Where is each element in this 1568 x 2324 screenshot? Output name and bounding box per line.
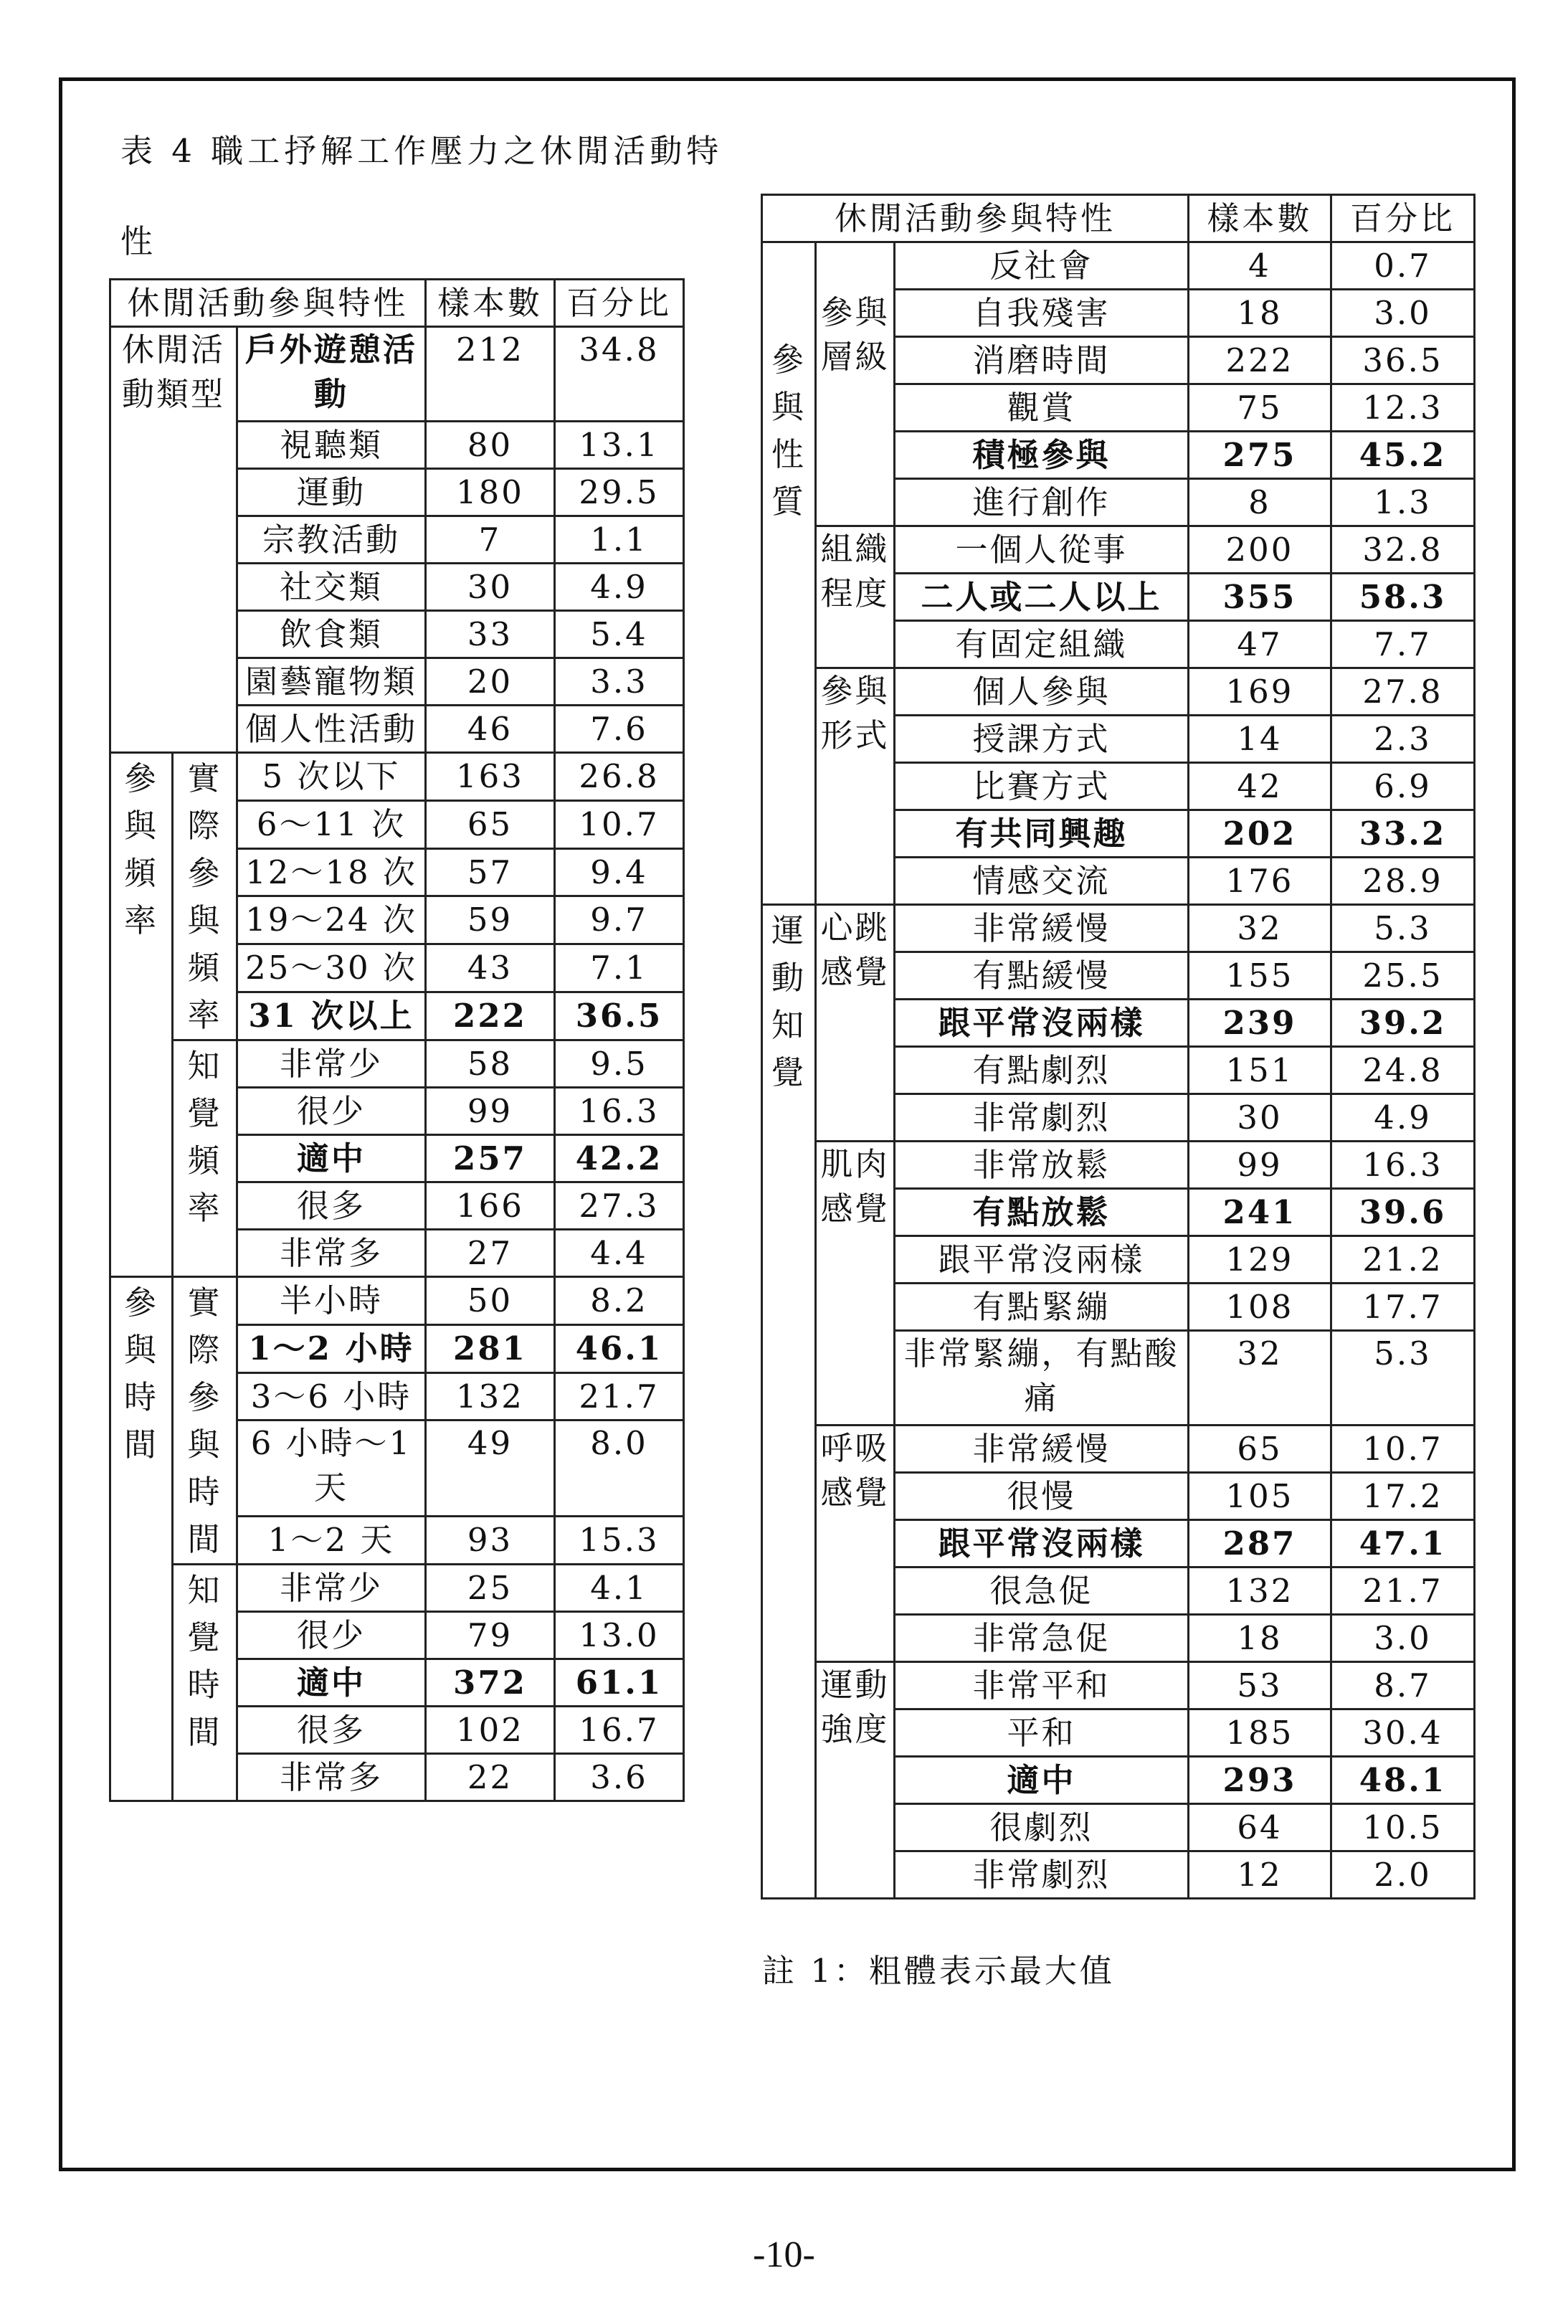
row-pct: 8.2 xyxy=(555,1277,684,1325)
row-item: 情感交流 xyxy=(895,858,1189,905)
row-n: 99 xyxy=(426,1088,555,1135)
header-sample-size: 樣本數 xyxy=(426,280,555,327)
row-n: 169 xyxy=(1189,668,1331,716)
row-n: 79 xyxy=(426,1612,555,1659)
row-item: 5 次以下 xyxy=(237,753,426,801)
row-item: 3～6 小時 xyxy=(237,1372,426,1421)
row-item: 非常劇烈 xyxy=(895,1851,1189,1899)
row-n: 32 xyxy=(1189,905,1331,952)
row-pct: 21.2 xyxy=(1331,1236,1475,1284)
row-n: 222 xyxy=(1189,337,1331,384)
row-item: 1～2 小時 xyxy=(237,1324,426,1372)
row-item: 有點緩慢 xyxy=(895,952,1189,1000)
row-pct: 26.8 xyxy=(555,753,684,801)
row-n: 163 xyxy=(426,753,555,801)
row-n: 30 xyxy=(426,564,555,611)
row-n: 372 xyxy=(426,1659,555,1707)
row-item: 消磨時間 xyxy=(895,337,1189,384)
row-item: 19～24 次 xyxy=(237,896,426,944)
row-n: 200 xyxy=(1189,526,1331,574)
row-pct: 34.8 xyxy=(555,327,684,422)
row-pct: 13.0 xyxy=(555,1612,684,1659)
row-item: 非常少 xyxy=(237,1565,426,1612)
header-percentage: 百分比 xyxy=(1331,195,1475,242)
row-pct: 24.8 xyxy=(1331,1047,1475,1094)
row-item: 很多 xyxy=(237,1182,426,1230)
row-item: 25～30 次 xyxy=(237,944,426,992)
row-n: 22 xyxy=(426,1754,555,1801)
row-pct: 1.3 xyxy=(1331,479,1475,526)
row-pct: 3.3 xyxy=(555,658,684,706)
row-pct: 61.1 xyxy=(555,1659,684,1707)
row-item: 非常多 xyxy=(237,1754,426,1801)
table-row xyxy=(110,1040,684,1088)
row-n: 25 xyxy=(426,1565,555,1612)
row-item: 很多 xyxy=(237,1707,426,1754)
row-pct: 16.3 xyxy=(555,1088,684,1135)
row-n: 75 xyxy=(1189,384,1331,432)
row-item: 宗教活動 xyxy=(237,516,426,564)
row-item: 非常緩慢 xyxy=(895,905,1189,952)
row-item: 有共同興趣 xyxy=(895,810,1189,858)
row-item: 跟平常沒兩樣 xyxy=(895,1000,1189,1047)
header-characteristic: 休閒活動參與特性 xyxy=(110,280,426,327)
row-pct: 25.5 xyxy=(1331,952,1475,1000)
row-n: 105 xyxy=(1189,1473,1331,1520)
header-sample-size: 樣本數 xyxy=(1189,195,1331,242)
row-item: 很少 xyxy=(237,1612,426,1659)
row-n: 20 xyxy=(426,658,555,706)
table-note: 註 1：粗體表示最大值 xyxy=(762,1952,1115,1990)
row-n: 132 xyxy=(426,1372,555,1421)
table-header-row xyxy=(110,280,684,327)
table-row xyxy=(762,1142,1475,1189)
row-pct: 46.1 xyxy=(555,1324,684,1372)
row-pct: 16.7 xyxy=(555,1707,684,1754)
row-n: 43 xyxy=(426,944,555,992)
row-n: 132 xyxy=(1189,1567,1331,1615)
row-item: 非常緩慢 xyxy=(895,1426,1189,1473)
row-pct: 3.0 xyxy=(1331,290,1475,337)
table-row xyxy=(762,905,1475,952)
row-pct: 42.2 xyxy=(555,1135,684,1182)
subgroup-label-heartbeat: 心跳 感覺 xyxy=(816,905,895,1142)
row-item: 1～2 天 xyxy=(237,1517,426,1565)
row-item: 戶外遊憩活 動 xyxy=(237,327,426,422)
row-pct: 8.0 xyxy=(555,1421,684,1517)
row-n: 65 xyxy=(1189,1426,1331,1473)
row-item: 非常急促 xyxy=(895,1615,1189,1662)
header-characteristic: 休閒活動參與特性 xyxy=(762,195,1189,242)
group-label-participation-frequency: 參 與 頻 率 xyxy=(110,753,173,1277)
group-label-participation-time: 參 與 時 間 xyxy=(110,1277,173,1801)
subgroup-label-perceived-frequency: 知 覺 頻 率 xyxy=(173,1040,237,1277)
row-n: 4 xyxy=(1189,242,1331,290)
row-item: 觀賞 xyxy=(895,384,1189,432)
row-item: 半小時 xyxy=(237,1277,426,1325)
row-n: 64 xyxy=(1189,1804,1331,1851)
row-item: 有點緊繃 xyxy=(895,1284,1189,1331)
row-pct: 15.3 xyxy=(555,1517,684,1565)
row-n: 155 xyxy=(1189,952,1331,1000)
row-pct: 28.9 xyxy=(1331,858,1475,905)
table-caption-continued: 性 xyxy=(120,222,158,260)
row-pct: 4.9 xyxy=(1331,1094,1475,1142)
subgroup-label-breathing: 呼吸 感覺 xyxy=(816,1426,895,1662)
row-pct: 45.2 xyxy=(1331,432,1475,479)
row-n: 27 xyxy=(426,1230,555,1277)
row-item: 非常少 xyxy=(237,1040,426,1088)
row-pct: 1.1 xyxy=(555,516,684,564)
row-pct: 3.0 xyxy=(1331,1615,1475,1662)
row-n: 275 xyxy=(1189,432,1331,479)
row-n: 102 xyxy=(426,1707,555,1754)
row-item: 非常劇烈 xyxy=(895,1094,1189,1142)
row-pct: 2.3 xyxy=(1331,716,1475,763)
row-pct: 12.3 xyxy=(1331,384,1475,432)
row-item: 很劇烈 xyxy=(895,1804,1189,1851)
row-pct: 21.7 xyxy=(555,1372,684,1421)
group-label-exercise-perception: 運 動 知 覺 xyxy=(762,905,816,1899)
row-item: 適中 xyxy=(895,1757,1189,1804)
row-n: 33 xyxy=(426,611,555,658)
row-n: 50 xyxy=(426,1277,555,1325)
subgroup-label-participation-form: 參與 形式 xyxy=(816,668,895,905)
table-row xyxy=(762,1426,1475,1473)
subgroup-label-actual-time: 實 際 參 與 時 間 xyxy=(173,1277,237,1565)
row-n: 108 xyxy=(1189,1284,1331,1331)
row-item: 反社會 xyxy=(895,242,1189,290)
row-pct: 27.3 xyxy=(555,1182,684,1230)
row-n: 8 xyxy=(1189,479,1331,526)
table-row xyxy=(762,526,1475,574)
row-pct: 7.7 xyxy=(1331,621,1475,668)
row-n: 46 xyxy=(426,706,555,753)
row-pct: 17.7 xyxy=(1331,1284,1475,1331)
subgroup-label-perceived-time: 知 覺 時 間 xyxy=(173,1565,237,1801)
left-table xyxy=(109,278,685,1802)
row-item: 6～11 次 xyxy=(237,800,426,848)
row-n: 241 xyxy=(1189,1189,1331,1236)
row-pct: 48.1 xyxy=(1331,1757,1475,1804)
row-pct: 4.4 xyxy=(555,1230,684,1277)
row-item: 跟平常沒兩樣 xyxy=(895,1520,1189,1567)
row-pct: 9.7 xyxy=(555,896,684,944)
row-n: 47 xyxy=(1189,621,1331,668)
row-pct: 47.1 xyxy=(1331,1520,1475,1567)
row-item: 個人性活動 xyxy=(237,706,426,753)
page-number: -10- xyxy=(753,2234,815,2275)
row-n: 151 xyxy=(1189,1047,1331,1094)
row-item: 進行創作 xyxy=(895,479,1189,526)
subgroup-label-actual-frequency: 實 際 參 與 頻 率 xyxy=(173,753,237,1040)
row-n: 180 xyxy=(426,469,555,516)
row-item: 飲食類 xyxy=(237,611,426,658)
row-item: 比賽方式 xyxy=(895,763,1189,810)
table-header-row xyxy=(762,195,1475,242)
row-n: 32 xyxy=(1189,1331,1331,1426)
row-pct: 10.7 xyxy=(555,800,684,848)
row-pct: 33.2 xyxy=(1331,810,1475,858)
row-pct: 10.7 xyxy=(1331,1426,1475,1473)
row-pct: 9.5 xyxy=(555,1040,684,1088)
row-n: 222 xyxy=(426,992,555,1040)
row-pct: 39.6 xyxy=(1331,1189,1475,1236)
row-item: 自我殘害 xyxy=(895,290,1189,337)
row-pct: 8.7 xyxy=(1331,1662,1475,1709)
table-row xyxy=(110,753,684,801)
row-item: 社交類 xyxy=(237,564,426,611)
row-n: 185 xyxy=(1189,1709,1331,1757)
row-pct: 7.1 xyxy=(555,944,684,992)
row-item: 12～18 次 xyxy=(237,848,426,896)
row-pct: 2.0 xyxy=(1331,1851,1475,1899)
row-pct: 36.5 xyxy=(1331,337,1475,384)
row-item: 31 次以上 xyxy=(237,992,426,1040)
row-pct: 16.3 xyxy=(1331,1142,1475,1189)
table-row xyxy=(762,242,1475,290)
row-n: 14 xyxy=(1189,716,1331,763)
row-item: 視聽類 xyxy=(237,422,426,469)
row-n: 18 xyxy=(1189,1615,1331,1662)
row-n: 59 xyxy=(426,896,555,944)
row-pct: 5.3 xyxy=(1331,1331,1475,1426)
row-n: 176 xyxy=(1189,858,1331,905)
row-n: 257 xyxy=(426,1135,555,1182)
row-n: 57 xyxy=(426,848,555,896)
row-pct: 29.5 xyxy=(555,469,684,516)
table-row xyxy=(110,1277,684,1325)
row-n: 355 xyxy=(1189,574,1331,621)
row-n: 287 xyxy=(1189,1520,1331,1567)
row-item: 適中 xyxy=(237,1135,426,1182)
row-pct: 17.2 xyxy=(1331,1473,1475,1520)
row-pct: 5.3 xyxy=(1331,905,1475,952)
row-item: 非常平和 xyxy=(895,1662,1189,1709)
row-pct: 4.1 xyxy=(555,1565,684,1612)
row-item: 二人或二人以上 xyxy=(895,574,1189,621)
header-percentage: 百分比 xyxy=(555,280,684,327)
row-n: 239 xyxy=(1189,1000,1331,1047)
row-n: 49 xyxy=(426,1421,555,1517)
row-n: 99 xyxy=(1189,1142,1331,1189)
row-item: 園藝寵物類 xyxy=(237,658,426,706)
group-label-activity-type: 休閒活 動類型 xyxy=(110,327,237,753)
row-n: 30 xyxy=(1189,1094,1331,1142)
subgroup-label-participation-level: 參與 層級 xyxy=(816,242,895,526)
row-pct: 3.6 xyxy=(555,1754,684,1801)
table-row xyxy=(110,327,684,422)
row-item: 運動 xyxy=(237,469,426,516)
row-item: 適中 xyxy=(237,1659,426,1707)
row-pct: 5.4 xyxy=(555,611,684,658)
row-pct: 4.9 xyxy=(555,564,684,611)
row-pct: 27.8 xyxy=(1331,668,1475,716)
subgroup-label-muscle: 肌肉 感覺 xyxy=(816,1142,895,1426)
row-item: 非常多 xyxy=(237,1230,426,1277)
row-n: 80 xyxy=(426,422,555,469)
row-n: 293 xyxy=(1189,1757,1331,1804)
row-n: 53 xyxy=(1189,1662,1331,1709)
row-n: 202 xyxy=(1189,810,1331,858)
right-table xyxy=(761,194,1476,1899)
row-item: 一個人從事 xyxy=(895,526,1189,574)
row-pct: 6.9 xyxy=(1331,763,1475,810)
row-pct: 9.4 xyxy=(555,848,684,896)
row-item: 積極參與 xyxy=(895,432,1189,479)
group-label-participation-nature: 參 與 性 質 xyxy=(762,242,816,905)
row-n: 281 xyxy=(426,1324,555,1372)
row-n: 18 xyxy=(1189,290,1331,337)
row-item: 平和 xyxy=(895,1709,1189,1757)
row-n: 129 xyxy=(1189,1236,1331,1284)
row-pct: 32.8 xyxy=(1331,526,1475,574)
table-row xyxy=(762,668,1475,716)
row-pct: 30.4 xyxy=(1331,1709,1475,1757)
row-pct: 58.3 xyxy=(1331,574,1475,621)
row-n: 58 xyxy=(426,1040,555,1088)
row-n: 12 xyxy=(1189,1851,1331,1899)
row-item: 授課方式 xyxy=(895,716,1189,763)
row-pct: 13.1 xyxy=(555,422,684,469)
row-pct: 39.2 xyxy=(1331,1000,1475,1047)
row-item: 很急促 xyxy=(895,1567,1189,1615)
row-item: 有固定組織 xyxy=(895,621,1189,668)
table-row xyxy=(110,1565,684,1612)
row-item: 非常緊繃，有點酸 痛 xyxy=(895,1331,1189,1426)
row-item: 6 小時～1 天 xyxy=(237,1421,426,1517)
row-n: 166 xyxy=(426,1182,555,1230)
row-item: 非常放鬆 xyxy=(895,1142,1189,1189)
row-item: 有點放鬆 xyxy=(895,1189,1189,1236)
row-item: 很慢 xyxy=(895,1473,1189,1520)
row-pct: 7.6 xyxy=(555,706,684,753)
subgroup-label-exercise-intensity: 運動 強度 xyxy=(816,1662,895,1899)
row-item: 個人參與 xyxy=(895,668,1189,716)
table-caption: 表 4 職工抒解工作壓力之休閒活動特 xyxy=(120,132,723,170)
row-pct: 36.5 xyxy=(555,992,684,1040)
row-pct: 0.7 xyxy=(1331,242,1475,290)
row-n: 42 xyxy=(1189,763,1331,810)
row-item: 跟平常沒兩樣 xyxy=(895,1236,1189,1284)
row-pct: 10.5 xyxy=(1331,1804,1475,1851)
row-n: 93 xyxy=(426,1517,555,1565)
row-n: 65 xyxy=(426,800,555,848)
row-item: 很少 xyxy=(237,1088,426,1135)
row-pct: 21.7 xyxy=(1331,1567,1475,1615)
row-item: 有點劇烈 xyxy=(895,1047,1189,1094)
row-n: 7 xyxy=(426,516,555,564)
subgroup-label-organization: 組織 程度 xyxy=(816,526,895,668)
table-row xyxy=(762,1662,1475,1709)
row-n: 212 xyxy=(426,327,555,422)
